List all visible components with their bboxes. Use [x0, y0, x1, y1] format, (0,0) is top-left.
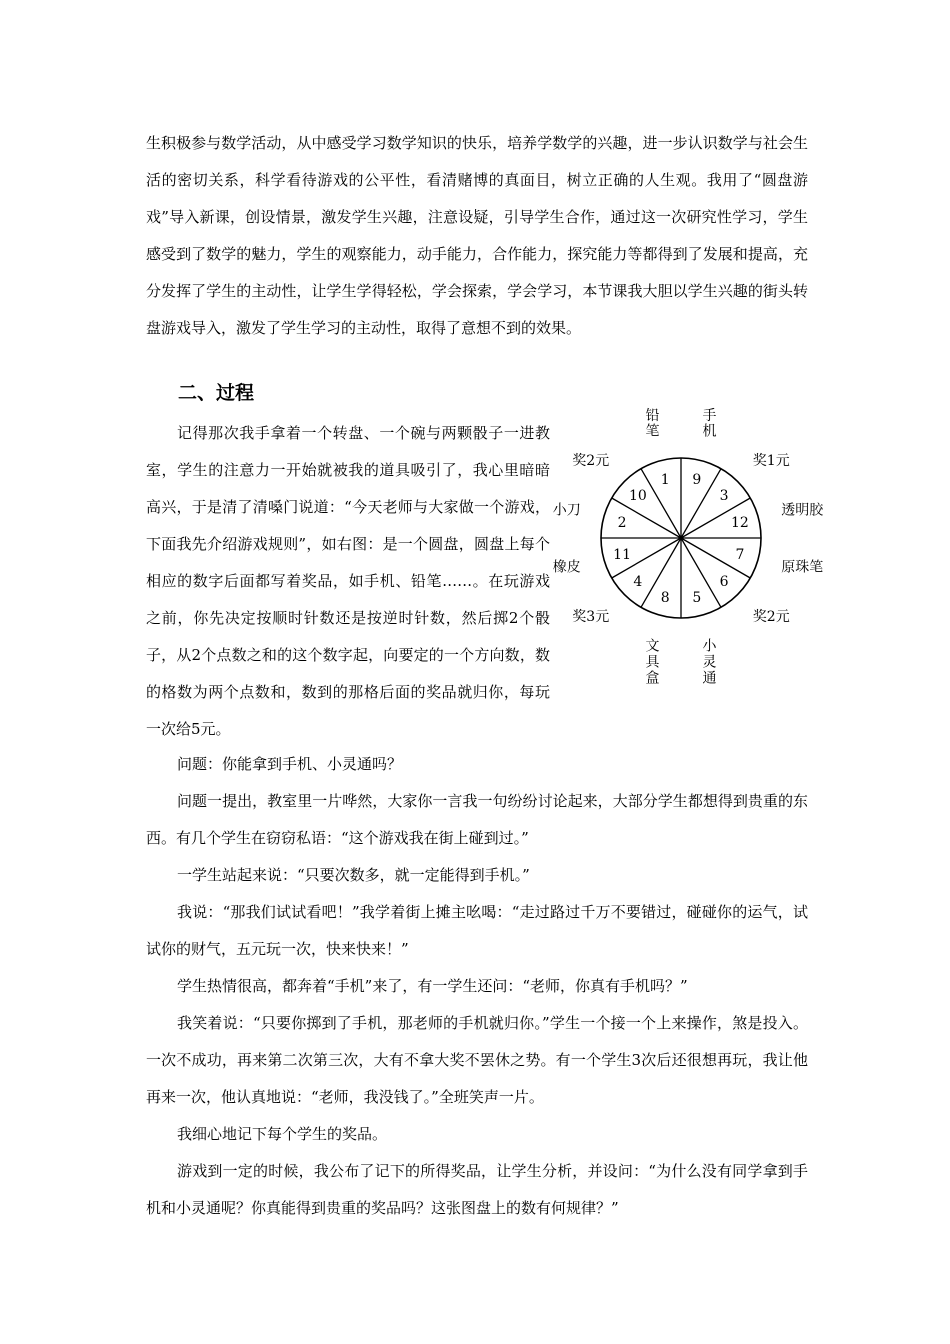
- process-paragraph-student: 一学生站起来说：“只要次数多，就一定能得到手机。”: [177, 866, 530, 884]
- wheel-sector-prize: 机: [702, 423, 717, 440]
- wheel-sector-number: 3: [719, 487, 729, 504]
- process-paragraph-record: 我细心地记下每个学生的奖品。: [177, 1125, 388, 1143]
- wheel-sector-number: 9: [692, 472, 702, 489]
- wheel-sector-prize: 奖1元: [752, 453, 790, 470]
- prize-wheel-svg: [552, 407, 826, 687]
- wheel-sector-number: 2: [617, 515, 627, 532]
- wheel-sector-prize: 文: [645, 638, 660, 655]
- wheel-sector-prize: 透明胶: [781, 502, 824, 519]
- wheel-sector-prize: 小: [702, 638, 717, 655]
- process-paragraph-play: 我笑着说：“只要你掷到了手机，那老师的手机就归你。”学生一个接一个上来操作，煞是投入。一次不成功，再来第二次第三次，大有不拿大奖不罢休之势。有一个学生3次后还很想再玩，我让他再来一次，他认真地说：“老师，我没钱了。”全班笑声一片。: [146, 1014, 808, 1106]
- wheel-sector-number: 11: [613, 546, 631, 563]
- wheel-sector-prize: 手: [702, 407, 717, 424]
- wheel-sector-prize: 奖2元: [572, 453, 610, 470]
- wheel-sector-number: 4: [633, 574, 643, 591]
- wheel-sector-prize: 小刀: [552, 502, 581, 519]
- wheel-sector-number: 1: [660, 472, 670, 489]
- wheel-sector-prize: 通: [702, 670, 717, 687]
- section-heading: 二、过程: [178, 382, 255, 404]
- wheel-sector-number: 12: [731, 515, 749, 532]
- process-paragraph-question: 问题：你能拿到手机、小灵通吗？: [177, 755, 403, 773]
- prize-wheel-diagram: [552, 407, 826, 687]
- wheel-sector-prize: 灵: [702, 654, 717, 671]
- wheel-sector-prize: 原珠笔: [781, 559, 824, 576]
- wheel-sector-prize: 笔: [645, 423, 660, 440]
- process-paragraph-enthusiasm: 学生热情很高，都奔着“手机”来了，有一学生还问：“老师，你真有手机吗？”: [177, 977, 688, 995]
- process-paragraph-analysis: 游戏到一定的时候，我公布了记下的所得奖品，让学生分析，并设问：“为什么没有同学拿到手机和小灵通呢？你真能得到贵重的奖品吗？这张图盘上的数有何规律？”: [146, 1162, 808, 1217]
- wheel-spokes: [601, 458, 761, 618]
- wheel-sector-number: 6: [719, 574, 729, 591]
- wheel-sector-number: 7: [735, 546, 745, 563]
- wheel-sector-number: 8: [660, 589, 670, 606]
- process-paragraph-rules: 记得那次我手拿着一个转盘、一个碗与两颗骰子一进教室，学生的注意力一开始就被我的道具吸引了，我心里暗暗高兴，于是清了清嗓门说道：“今天老师与大家做一个游戏，下面我先介绍游戏规则”，如右图：是一个圆盘，圆盘上每个相应的数字后面都写着奖品，如手机、铅笔……。在玩游戏之前，你先决定按顺时针数还是按逆时针数，然后掷2个骰子，从2个点数之和的这个数字起，向要定的一个方向数，数的格数为两个点数和，数到的那格后面的奖品就归你，每玩一次给5元。: [146, 424, 550, 738]
- wheel-sector-prize: 具: [645, 654, 660, 671]
- wheel-sector-prize: 奖2元: [752, 608, 790, 625]
- wheel-sector-prize: 盒: [645, 670, 660, 687]
- intro-paragraph: 生积极参与数学活动，从中感受学习数学知识的快乐，培养学数学的兴趣，进一步认识数学与社会生活的密切关系，科学看待游戏的公平性，看清赌博的真面目，树立正确的人生观。我用了“圆盘游戏”导入新课，创设情景，激发学生兴趣，注意设疑，引导学生合作，通过这一次研究性学习，学生感受到了数学的魅力，学生的观察能力，动手能力，合作能力，探究能力等都得到了发展和提高，充分发挥了学生的主动性，让学生学得轻松，学会探索，学会学习，本节课我大胆以学生兴趣的街头转盘游戏导入，激发了学生学习的主动性，取得了意想不到的效果。: [146, 134, 808, 337]
- wheel-sector-number: 10: [628, 487, 647, 504]
- wheel-sector-prize: 铅: [645, 407, 660, 424]
- wheel-sector-prize: 橡皮: [552, 559, 581, 576]
- process-paragraph-discussion: 问题一提出，教室里一片哗然，大家你一言我一句纷纷讨论起来，大部分学生都想得到贵重的东西。有几个学生在窃窃私语：“这个游戏我在街上碰到过。”: [146, 792, 808, 847]
- wheel-prizes: [553, 408, 825, 687]
- wheel-sector-number: 5: [692, 589, 702, 606]
- wheel-sector-prize: 奖3元: [572, 608, 610, 625]
- process-paragraph-try: 我说：“那我们试试看吧！”我学着街上摊主吆喝：“走过路过千万不要错过，碰碰你的运气，试试你的财气，五元玩一次，快来快来！”: [146, 903, 808, 958]
